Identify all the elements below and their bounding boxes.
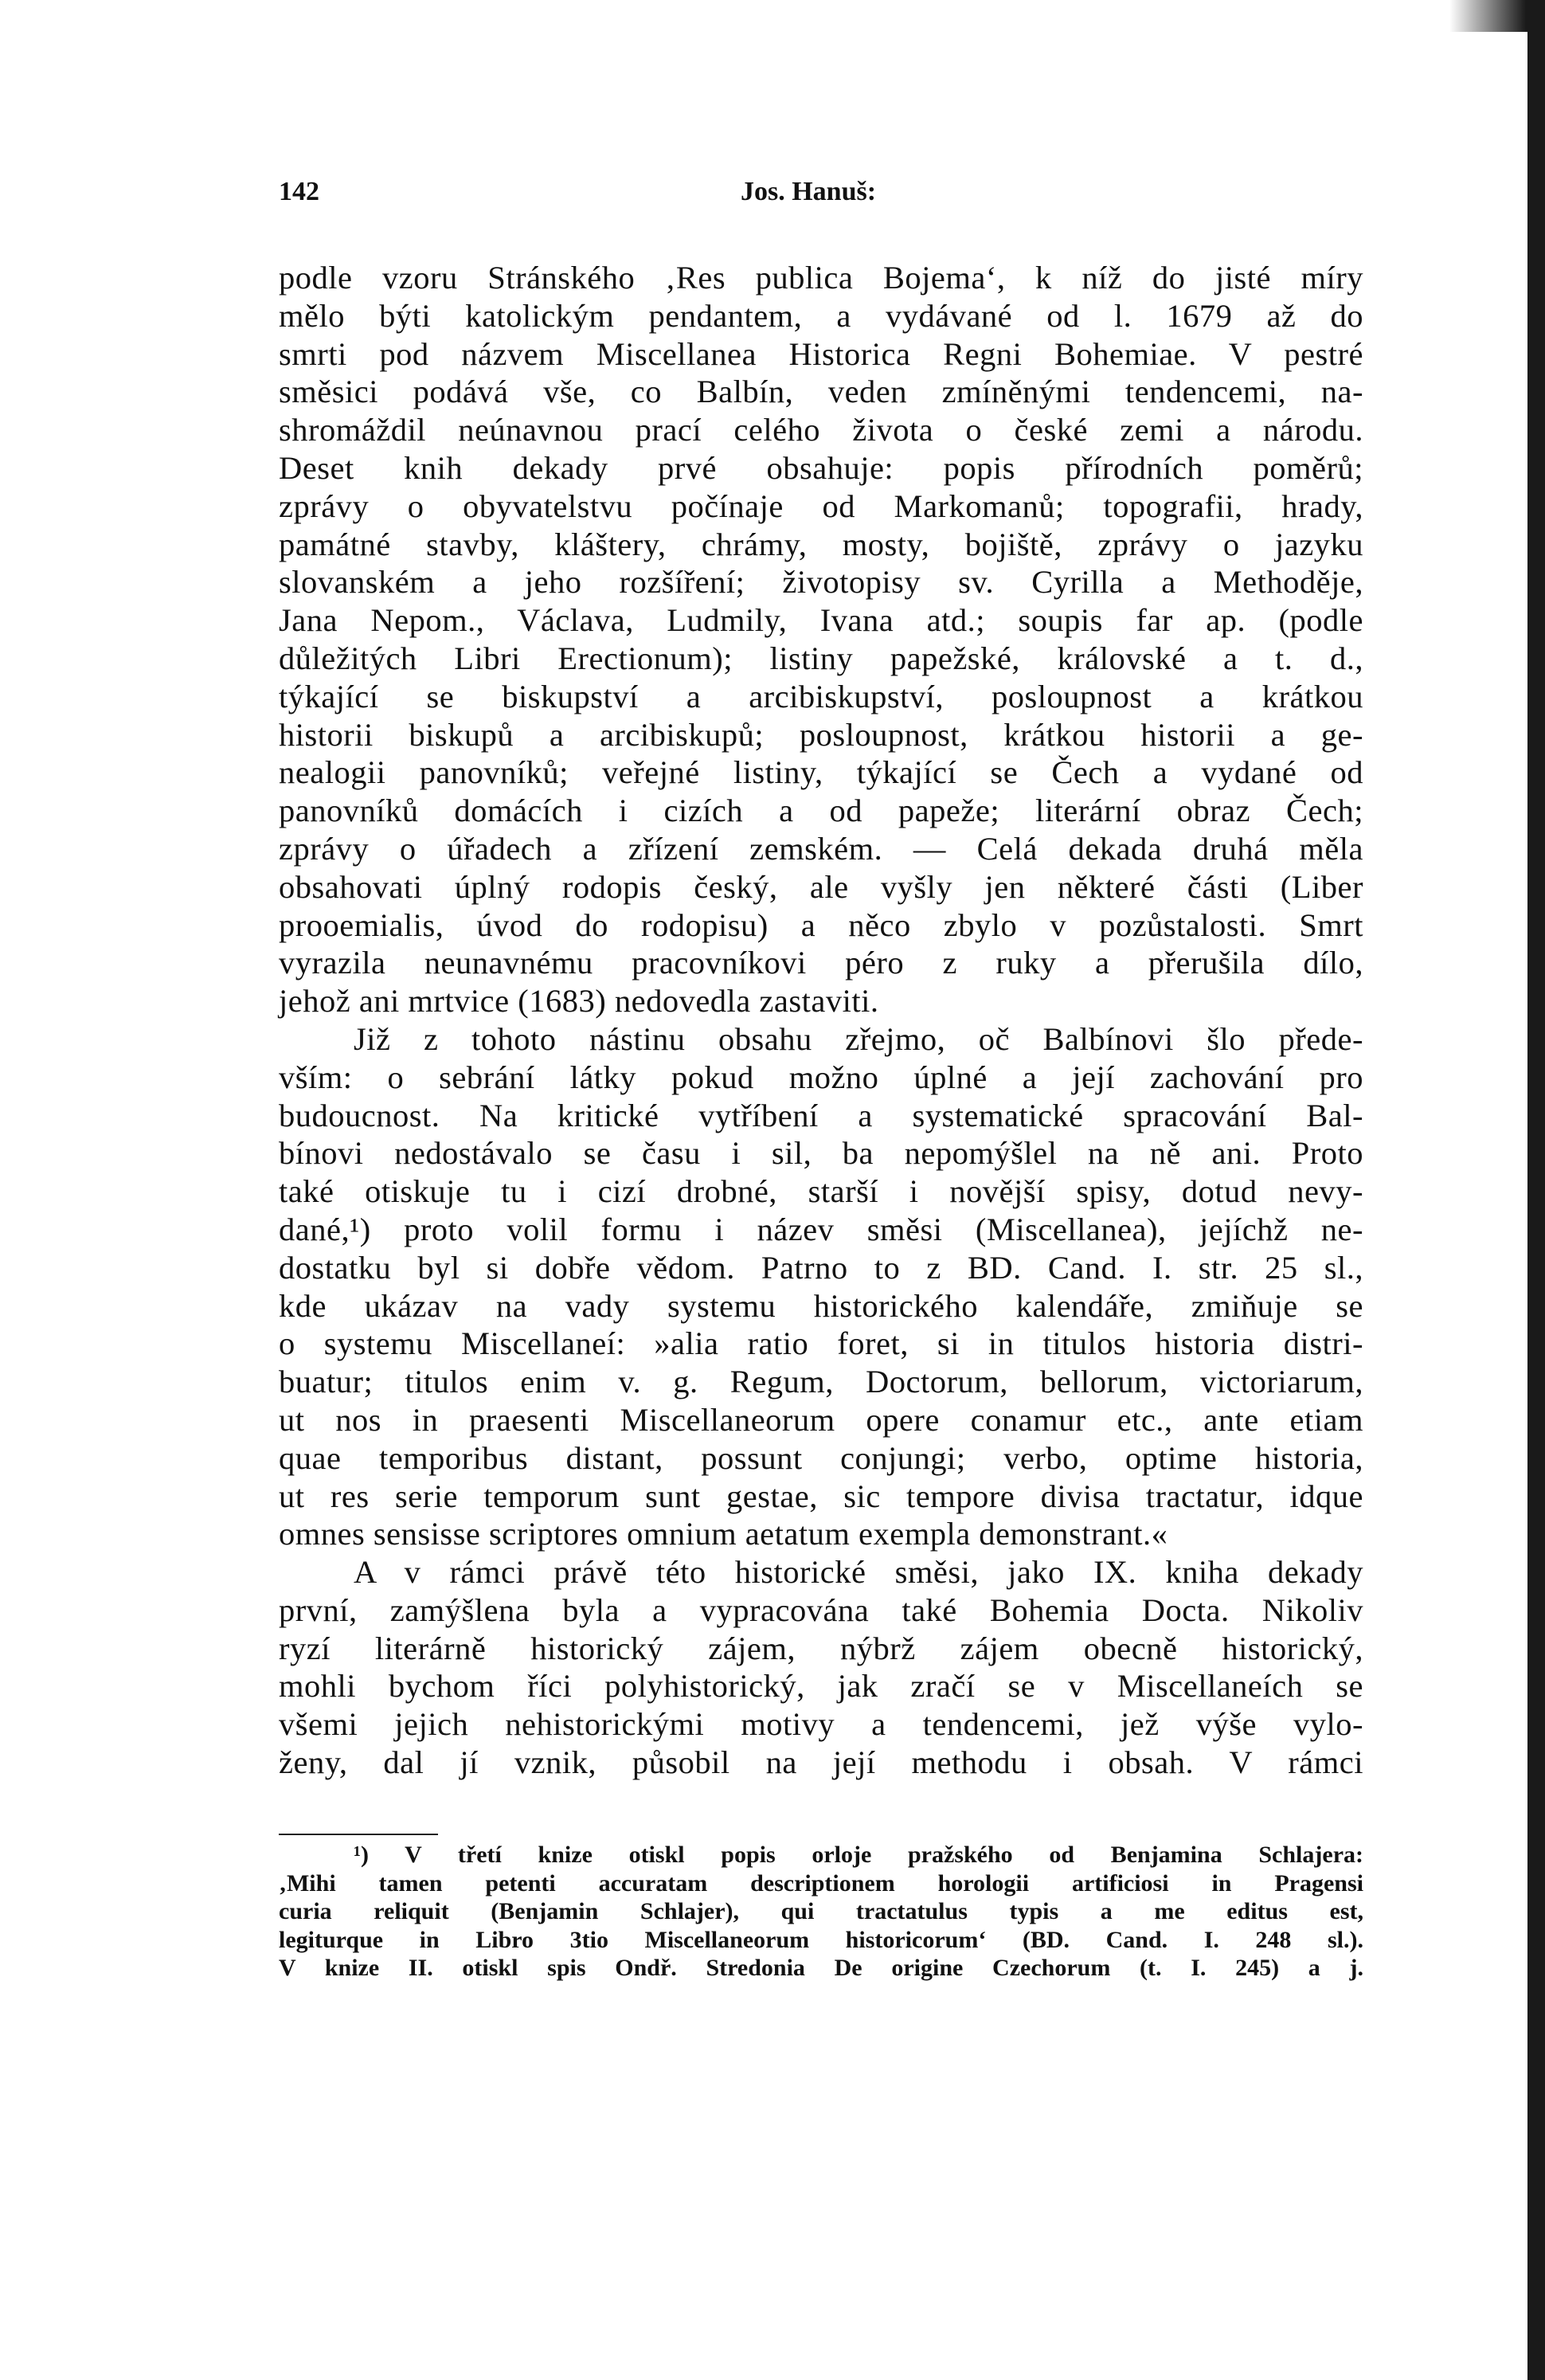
footnote-line: ‚Mihi tamen petenti accuratam descriptionem horologii artificiosi in Pragensi xyxy=(279,1869,1363,1897)
text-line: budoucnost. Na kritické vytříbení a systematické spracování Bal- xyxy=(279,1097,1363,1133)
text-line: ut nos in praesenti Miscellaneorum opere conamur etc., ante etiam xyxy=(279,1401,1363,1438)
text-line: zprávy o úřadech a zřízení zemském. — Celá dekada druhá měla xyxy=(279,830,1363,867)
footnote-line: ¹) V třetí knize otiskl popis orloje pražského od Benjamina Schlajera: xyxy=(354,1842,1363,1868)
text-line: ut res serie temporum sunt gestae, sic tempore divisa tractatur, idque xyxy=(279,1478,1363,1514)
text-line: Deset knih dekady prvé obsahuje: popis přírodních poměrů; xyxy=(279,449,1363,486)
footnote-divider xyxy=(279,1834,438,1835)
text-line: důležitých Libri Erectionum); listiny papežské, královské a t. d., xyxy=(279,640,1363,676)
text-line: vyrazila neunavnému pracovníkovi péro z ruky a přerušila dílo, xyxy=(279,945,1363,981)
text-line: jehož ani mrtvice (1683) nedovedla zastaviti. xyxy=(279,983,879,1020)
text-line: A v rámci právě této historické směsi, jako IX. kniha dekady xyxy=(354,1554,1363,1591)
text-line: první, zamýšlena byla a vypracována také Bohemia Docta. Nikoliv xyxy=(279,1591,1363,1628)
text-line: nealogii panovníků; veřejné listiny, týkající se Čech a vydané od xyxy=(279,754,1363,791)
footnote-line: legiturque in Libro 3tio Miscellaneorum historicorum‘ (BD. Cand. I. 248 sl.). xyxy=(279,1926,1363,1953)
text-line: bínovi nedostávalo se času i sil, ba nepomýšlel na ně ani. Proto xyxy=(279,1135,1363,1172)
text-line: mohli bychom říci polyhistorický, jak zračí se v Miscellaneích se xyxy=(279,1668,1363,1705)
text-line: obsahovati úplný rodopis český, ale vyšly jen některé části (Liber xyxy=(279,868,1363,905)
footnote-line: curia reliquit (Benjamin Schlajer), qui tractatulus typis a me editus est, xyxy=(279,1898,1363,1924)
text-line: slovanském a jeho rozšíření; životopisy sv. Cyrilla a Methoděje, xyxy=(279,564,1363,601)
text-line: quae temporibus distant, possunt conjungi; verbo, optime historia, xyxy=(279,1439,1363,1476)
text-line: Již z tohoto nástinu obsahu zřejmo, oč Balbínovi šlo přede- xyxy=(354,1020,1363,1057)
text-line: zprávy o obyvatelstvu počínaje od Markomanů; topografii, hrady, xyxy=(279,487,1363,524)
text-line: směsici podává vše, co Balbín, veden zmíněnými tendencemi, na- xyxy=(279,374,1363,410)
text-line: Jana Nepom., Václava, Ludmily, Ivana atd.; soupis far ap. (podle xyxy=(279,602,1363,639)
text-line: shromáždil neúnavnou prací celého života o české zemi a národu. xyxy=(279,412,1363,448)
text-line: smrti pod názvem Miscellanea Historica Regni Bohemiae. V pestré xyxy=(279,335,1363,372)
text-line: mělo býti katolickým pendantem, a vydávané od l. 1679 až do xyxy=(279,297,1363,334)
running-title: Jos. Hanuš: xyxy=(741,177,877,206)
text-line: kde ukázav na vady systemu historického kalendáře, zmiňuje se xyxy=(279,1287,1363,1324)
text-line: všemi jejich nehistorickými motivy a tendencemi, jež výše vylo- xyxy=(279,1706,1363,1743)
text-line: také otiskuje tu i cizí drobné, starší i novější spisy, dotud nevy- xyxy=(279,1173,1363,1210)
text-line: podle vzoru Stránského ‚Res publica Bojema‘, k níž do jisté míry xyxy=(279,260,1363,296)
text-line: prooemialis, úvod do rodopisu) a něco zbylo v pozůstalosti. Smrt xyxy=(279,906,1363,943)
text-line: o systemu Miscellaneí: »alia ratio foret, si in titulos historia distri- xyxy=(279,1325,1363,1362)
text-line: dané,¹) proto volil formu i název směsi (Miscellanea), jejíchž ne- xyxy=(279,1211,1363,1247)
running-head xyxy=(279,177,1322,221)
scan-edge-right xyxy=(1527,0,1545,2380)
text-line: ryzí literárně historický zájem, nýbrž zájem obecně historický, xyxy=(279,1630,1363,1666)
body-text xyxy=(279,259,1363,1782)
page-number: 142 xyxy=(279,177,319,206)
text-line: buatur; titulos enim v. g. Regum, Doctorum, bellorum, victoriarum, xyxy=(279,1364,1363,1400)
text-line: ženy, dal jí vznik, působil na její methodu i obsah. V rámci xyxy=(279,1744,1363,1781)
text-line: dostatku byl si dobře vědom. Patrno to z BD. Cand. I. str. 25 sl., xyxy=(279,1249,1363,1286)
text-line: památné stavby, kláštery, chrámy, mosty, bojiště, zprávy o jazyku xyxy=(279,526,1363,562)
text-line: týkající se biskupství a arcibiskupství, posloupnost a krátkou xyxy=(279,678,1363,714)
footnotes xyxy=(279,1841,1363,1983)
footnote-line: V knize II. otiskl spis Ondř. Stredonia De origine Czechorum (t. I. 245) a j. xyxy=(279,1955,1363,1981)
text-line: vším: o sebrání látky pokud možno úplné a její zachování pro xyxy=(279,1059,1363,1095)
text-line: omnes sensisse scriptores omnium aetatum exempla demonstrant.« xyxy=(279,1516,1168,1552)
text-line: panovníků domácích i cizích a od papeže; literární obraz Čech; xyxy=(279,793,1363,829)
text-line: historii biskupů a arcibiskupů; posloupnost, krátkou historii a ge- xyxy=(279,716,1363,753)
